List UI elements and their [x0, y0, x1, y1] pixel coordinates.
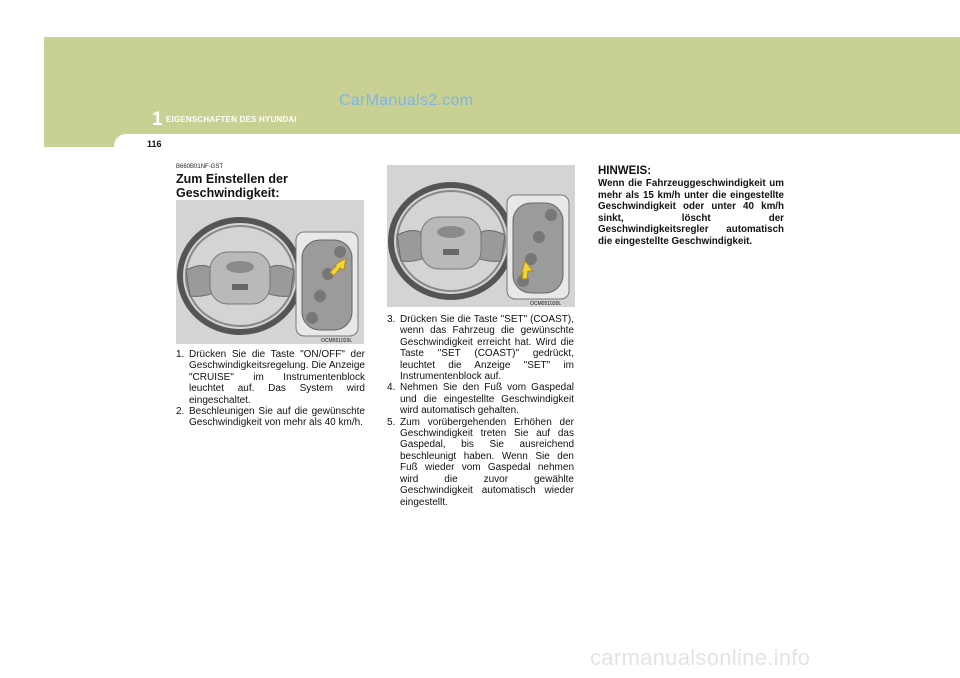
figure-caption-1: OCM051029L: [321, 338, 353, 344]
instruction-list-left: [176, 349, 365, 429]
list-item-number: 5.: [387, 416, 396, 428]
chapter-number: 1: [152, 109, 163, 130]
list-item-number: 1.: [176, 349, 185, 360]
chapter-title: EIGENSCHAFTEN DES HYUNDAI: [166, 115, 297, 124]
header-cutout: [114, 134, 960, 147]
list-item: [387, 382, 574, 416]
list-item-text: Drücken Sie die Taste "SET" (COAST), wenn das Fahrzeug die gewünschte Geschwindigkeit erreicht hat. Wird die Taste "SET (COAST)" gedrückt, leuchtet die Anzeige "SET" im Instrumentenblock auf.: [400, 314, 574, 383]
list-item-number: 2.: [176, 406, 185, 418]
instruction-list-middle: [387, 314, 574, 508]
list-item: [176, 349, 365, 406]
note-body: Wenn die Fahrzeuggeschwindigkeit um mehr als 15 km/h unter die eingestellte Geschwindigkeit oder unter 40 km/h sinkt, löscht der Geschwindigkeitsregler automatisch die eingestellte Geschwindigkeit.: [598, 178, 784, 247]
page-number: 116: [147, 139, 162, 149]
watermark-link-bottom[interactable]: carmanualsonline.info: [590, 645, 811, 670]
list-item-text: Beschleunigen Sie auf die gewünschte Geschwindigkeit von mehr als 40 km/h.: [189, 406, 365, 429]
list-item: [387, 417, 574, 508]
steering-wheel-illustration: [176, 200, 364, 344]
steering-wheel-illustration: [387, 165, 575, 307]
steering-wheel-figure-1: [176, 200, 364, 344]
list-item: [387, 314, 574, 382]
steering-wheel-figure-2: [387, 165, 575, 307]
figure-caption-2: OCM051030L: [530, 301, 562, 307]
list-item-text: Nehmen Sie den Fuß vom Gaspedal und die eingestellte Geschwindigkeit wird automatisch gehalten.: [400, 382, 574, 417]
list-item-number: 3.: [387, 314, 396, 325]
list-item-text: Drücken Sie die Taste "ON/OFF" der Geschwindigkeitsregelung. Die Anzeige "CRUISE" im Instrumentenblock leuchtet auf. Das System wird eingeschaltet.: [189, 349, 365, 406]
section-title: Zum Einstellen der Geschwindigkeit:: [176, 172, 288, 200]
list-item-number: 4.: [387, 382, 396, 394]
list-item: [176, 406, 365, 429]
section-code: B660B01NF-GST: [176, 164, 224, 170]
note-title: HINWEIS:: [598, 165, 652, 177]
header-band: [44, 37, 960, 147]
list-item-text: Zum vorübergehenden Erhöhen der Geschwindigkeit treten Sie auf das Gaspedal, bis Sie ausreichend beschleunigt haben. Wenn Sie den Fuß wieder vom Gaspedal nehmen wird die zuvor gewählte Geschwindigkeit automatisch wieder eingestellt.: [400, 416, 574, 508]
watermark-link-top[interactable]: CarManuals2.com: [339, 92, 474, 109]
